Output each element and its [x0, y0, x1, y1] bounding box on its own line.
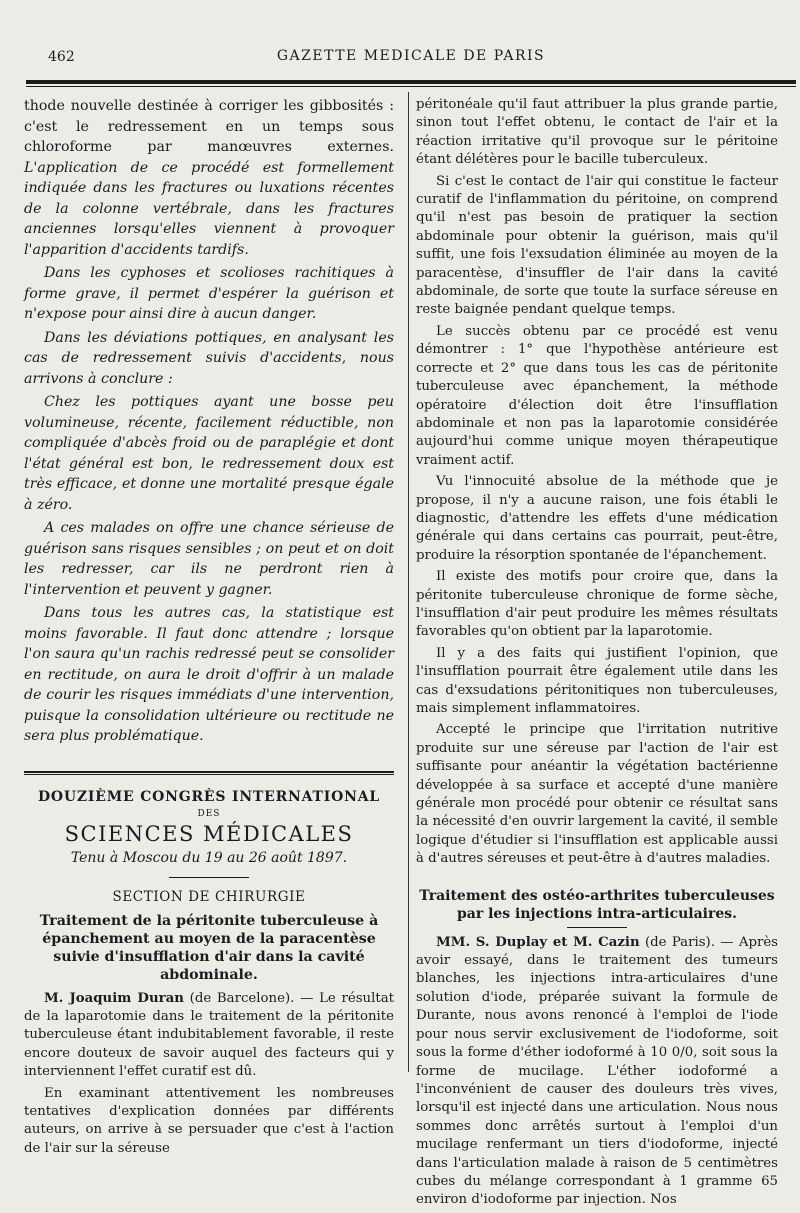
- page-header: [26, 46, 796, 68]
- left-paragraph-8: En examinant attentivement les nombreuses tentatives d'explication données par différents auteurs, on arrive à se persuader que c'est à l'action de l'air sur la séreuse: [24, 1085, 394, 1156]
- left-p1-text: thode nouvelle destinée à corriger les gibbosités : c'est le redressement en un temps sous chloroforme par manœuvres externes.: [24, 98, 394, 155]
- article-title: Traitement de la péritonite tuberculeuse à épanchement au moyen de la paracentèse suivie d'insufflation d'air dans la cavité abdominale.: [39, 912, 379, 983]
- left-paragraph-1: [24, 96, 394, 260]
- left-p7-text: (de Barcelone). — Le résultat de la laparotomie dans le traitement de la péritonite tuberculeuse étant indubitablement favorable, il reste encore douteux de savoir auquel des facteurs qui y interviennent l'effet curatif est dû.: [24, 990, 394, 1080]
- right-paragraph-4: Vu l'innocuité absolue de la méthode que je propose, il n'y a aucune raison, une fois établi le diagnostic, d'attendre les effets d'une médication générale qui dans certains cas pourrait, peut-être, produire la résorption spontanée de l'épanchement.: [416, 474, 778, 563]
- page-number: 462: [48, 49, 75, 65]
- congress-date: Tenu à Moscou du 19 au 26 août 1897.: [70, 849, 348, 866]
- right-paragraph-3: Le succès obtenu par ce procédé est venu démontrer : 1° que l'hypothèse antérieure est correcte et 2° que dans tous les cas de péritonite tuberculeuse avec épanchement, la méthode opératoire d'élection doit être l'insufflation abdominale et non pas la laparotomie considérée aujourd'hui comme unique moyen thérapeutique vraiment actif.: [416, 323, 778, 468]
- journal-title: GAZETTE MEDICALE DE PARIS: [276, 48, 546, 64]
- short-rule: [169, 877, 249, 878]
- header-rule: [26, 80, 796, 84]
- left-paragraph-6: Dans tous les autres cas, la statistique est moins favorable. Il faut donc attendre ; lorsque l'on saura qu'un rachis redressé peut se consolider en rectitude, on aura le droit d'offrir à un malade de courir les risques immédiats d'une intervention, puisque la consolidation ultérieure ou rectitude ne sera plus problématique.: [24, 605, 394, 744]
- congress-name: SCIENCES MÉDICALES: [64, 821, 354, 846]
- section-rule-thin: [24, 774, 394, 775]
- section-label: SECTION DE CHIRURGIE: [112, 888, 306, 905]
- left-column: [24, 96, 394, 1161]
- author-name: M. Joaquim Duran: [44, 990, 184, 1006]
- right-paragraph-7: Accepté le principe que l'irritation nutritive produite sur une séreuse par l'action de l'air est suffisante pour anéantir la végétation bactérienne développée à sa surface et accepté d'une manière générale mon procédé pour obtenir ce résultat sans la nécessité d'en ouvrir largement la cavité, il semble logique d'étudier si l'insufflation est applicable aussi à d'autres séreuses et peut-être à d'autres maladies.: [416, 722, 778, 867]
- left-paragraph-7: [24, 990, 394, 1082]
- column-divider: [408, 92, 409, 1072]
- right-paragraph-2: Si c'est le contact de l'air qui constitue le facteur curatif de l'inflammation du péritoine, on comprend qu'il n'est pas besoin de pratiquer la section abdominale pour obtenir la guérison, mais qu'il suffit, une fois l'exsudation éliminée au moyen de la paracentèse, d'insuffler de l'air dans la cavité abdominale, de sorte que toute la surface séreuse en reste baignée pendant quelque temps.: [416, 173, 778, 318]
- left-paragraph-3: Dans les déviations pottiques, en analysant les cas de redressement suivis d'accidents, nous arrivons à conclure :: [24, 329, 394, 387]
- authors2-name: MM. S. Duplay et M. Cazin: [436, 934, 640, 950]
- right-paragraph-8: [416, 934, 778, 1210]
- right-paragraph-6: Il y a des faits qui justifient l'opinion, que l'insufflation pourrait être également utile dans les cas d'exsudations péritonitiques non tuberculeuses, mais simplement inflammatoires.: [416, 645, 778, 716]
- left-p1-italic: L'application de ce procédé est formellement indiquée dans les fractures ou luxations récentes de la colonne vertébrale, dans les fractures anciennes lorsqu'elles viennent à provoquer l'apparition d'accidents tardifs.: [24, 159, 394, 258]
- header-rule-thin: [26, 86, 796, 87]
- article2-rule: [567, 927, 627, 928]
- congress-title: DOUZIÈME CONGRÈS INTERNATIONAL: [37, 788, 381, 805]
- left-paragraph-5: A ces malades on offre une chance sérieuse de guérison sans risques sensibles ; on peut et on doit les redresser, car ils ne perdront rien à l'intervention et peuvent y gagner.: [24, 520, 394, 598]
- right-column: [416, 96, 778, 1213]
- right-paragraph-5: Il existe des motifs pour croire que, dans la péritonite tuberculeuse chronique de forme sèche, l'insufflation d'air peut produire les mêmes résultats favorables qu'on obtient par la laparotomie.: [416, 569, 778, 640]
- left-paragraph-2: Dans les cyphoses et scolioses rachitiques à forme grave, il permet d'espérer la guérison et n'expose pour ainsi dire à aucun danger.: [24, 265, 394, 322]
- article2-title: Traitement des ostéo-arthrites tuberculeuses par les injections intra-articulaires.: [419, 887, 775, 922]
- left-paragraph-4: Chez les pottiques ayant une bosse peu volumineuse, récente, facilement réductible, non compliquée d'abcès froid ou de paraplégie et dont l'état général est bon, le redressement doux est très efficace, et donne une mortalité presque égale à zéro.: [24, 394, 394, 513]
- section-rule: [24, 771, 394, 773]
- congress-des: DES: [197, 808, 221, 819]
- right-p8-text: (de Paris). — Après avoir essayé, dans le traitement des tumeurs blanches, les injections intra-articulaires d'une solution d'iode, préparée suivant la formule de Durante, nous avons renoncé à l'emploi de l'iode pour nous servir exclusivement de l'iodoforme, soit sous la forme d'éther iodoformé à 10 0/0, soit sous la forme de mucilage. L'éther iodoformé a l'inconvénient de causer des douleurs très vives, lorsqu'il est injecté dans une articulation. Nous nous sommes donc arrêtés surtout à l'emploi d'un mucilage renfermant un tiers d'iodoforme, injecté dans l'articulation malade à raison de 5 centimètres cubes du mélange correspondant à 1 gramme 65 environ d'iodoforme par injection. Nos: [416, 934, 779, 1208]
- right-paragraph-1: péritonéale qu'il faut attribuer la plus grande partie, sinon tout l'effet obtenu, le contact de l'air et la réaction irritative qu'il provoque sur le péritoine étant délétères pour le bacille tuberculeux.: [416, 97, 778, 168]
